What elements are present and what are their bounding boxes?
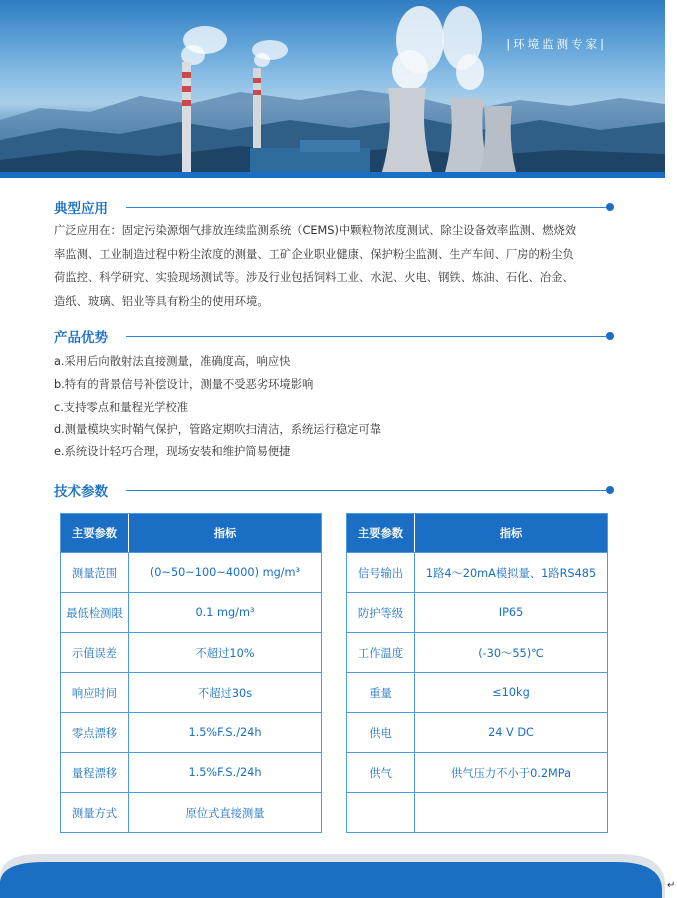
param-cell: 重量 — [347, 673, 415, 712]
value-cell: 24 V DC — [488, 726, 534, 739]
value-cell: 供气压力不小于0.2MPa — [450, 766, 572, 780]
specs-heading — [54, 480, 614, 500]
advantage-item: c.支持零点和量程光学校准 — [54, 401, 189, 414]
param-cell: 防护等级 — [347, 593, 415, 632]
value-cell: 0.1 mg/m³ — [195, 606, 255, 619]
advantages-heading — [54, 326, 614, 346]
table-header-row — [347, 514, 607, 552]
footer-band — [0, 852, 665, 898]
specs-title: 技术参数 — [54, 484, 108, 500]
divider-dot-icon — [606, 486, 614, 494]
param-cell: 响应时间 — [61, 673, 129, 712]
table-row — [347, 752, 607, 792]
hero-banner — [0, 0, 665, 178]
table-row — [347, 712, 607, 752]
advantage-item: e.系统设计轻巧合理，现场安装和维护简易便捷 — [54, 445, 291, 458]
table-row — [347, 552, 607, 592]
table-row — [61, 552, 321, 592]
value-cell: (-30～55)℃ — [478, 646, 544, 660]
param-cell: 工作温度 — [347, 633, 415, 672]
paragraph-line: 广泛应用在：固定污染源烟气排放连续监测系统（CEMS)中颗粒物浓度测试、除尘设备效率监测、燃烧效 — [54, 224, 577, 237]
value-cell: 不超过10% — [195, 646, 255, 660]
param-cell: 零点漂移 — [61, 713, 129, 752]
applications-heading — [54, 197, 614, 217]
advantage-item: b.特有的背景信号补偿设计，测量不受恶劣环境影响 — [54, 378, 314, 391]
power-plant-photo — [0, 0, 665, 178]
param-cell: 量程漂移 — [61, 753, 129, 792]
table-row — [61, 592, 321, 632]
spec-table-right — [346, 513, 608, 833]
param-cell: 最低检测限 — [61, 593, 129, 632]
value-cell: 1.5%F.S./24h — [188, 726, 262, 739]
applications-paragraph — [54, 219, 614, 313]
param-cell: 测量方式 — [61, 793, 129, 832]
section-divider — [126, 336, 606, 337]
applications-title: 典型应用 — [54, 201, 108, 217]
table-row — [347, 792, 607, 832]
header-param: 主要参数 — [347, 514, 415, 552]
advantage-item: a.采用后向散射法直接测量，准确度高，响应快 — [54, 355, 291, 368]
header-value: 指标 — [415, 514, 607, 552]
spec-table-left — [60, 513, 322, 833]
paragraph-return-mark: ↵ — [667, 880, 676, 891]
value-cell: 原位式直接测量 — [185, 806, 265, 820]
param-cell: 测量范围 — [61, 553, 129, 592]
section-divider — [126, 207, 606, 208]
divider-dot-icon — [606, 332, 614, 340]
advantage-item: d.测量模块实时鞘气保护，管路定期吹扫清洁，系统运行稳定可靠 — [54, 423, 382, 436]
hero-accent-bar — [0, 172, 665, 178]
paragraph-line: 造纸、玻璃、铝业等具有粉尘的使用环境。 — [54, 294, 269, 308]
param-cell: 供气 — [347, 753, 415, 792]
table-header-row — [61, 514, 321, 552]
table-row — [347, 592, 607, 632]
value-cell: 1.5%F.S./24h — [188, 766, 262, 779]
value-cell: (0~50~100~4000) mg/m³ — [149, 566, 301, 579]
table-row — [347, 632, 607, 672]
table-row — [61, 672, 321, 712]
table-row — [61, 792, 321, 832]
header-value: 指标 — [129, 514, 321, 552]
param-cell: 信号输出 — [347, 553, 415, 592]
paragraph-line: 率监测、工业制造过程中粉尘浓度的测量、工矿企业职业健康、保护粉尘监测、生产车间、厂房的粉尘负 — [54, 247, 574, 261]
param-cell: 示值误差 — [61, 633, 129, 672]
value-cell: IP65 — [498, 606, 524, 619]
table-row — [61, 712, 321, 752]
value-cell: ≤10kg — [492, 686, 530, 699]
divider-dot-icon — [606, 203, 614, 211]
value-cell: 1路4～20mA模拟量、1路RS485 — [425, 566, 597, 580]
value-cell: 不超过30s — [197, 686, 253, 700]
footer-arc-shape — [0, 852, 665, 898]
table-row — [347, 672, 607, 712]
table-row — [61, 752, 321, 792]
tagline: |环境监测专家| — [506, 37, 607, 51]
table-row — [61, 632, 321, 672]
advantages-title: 产品优势 — [54, 330, 108, 346]
param-cell: 供电 — [347, 713, 415, 752]
paragraph-line: 荷监控、科学研究、实验现场测试等。涉及行业包括饲料工业、水泥、火电、钢铁、炼油、石化、冶金、 — [54, 271, 574, 284]
value-cell — [415, 793, 607, 832]
section-divider — [126, 490, 606, 491]
param-cell — [347, 793, 415, 832]
header-param: 主要参数 — [61, 514, 129, 552]
